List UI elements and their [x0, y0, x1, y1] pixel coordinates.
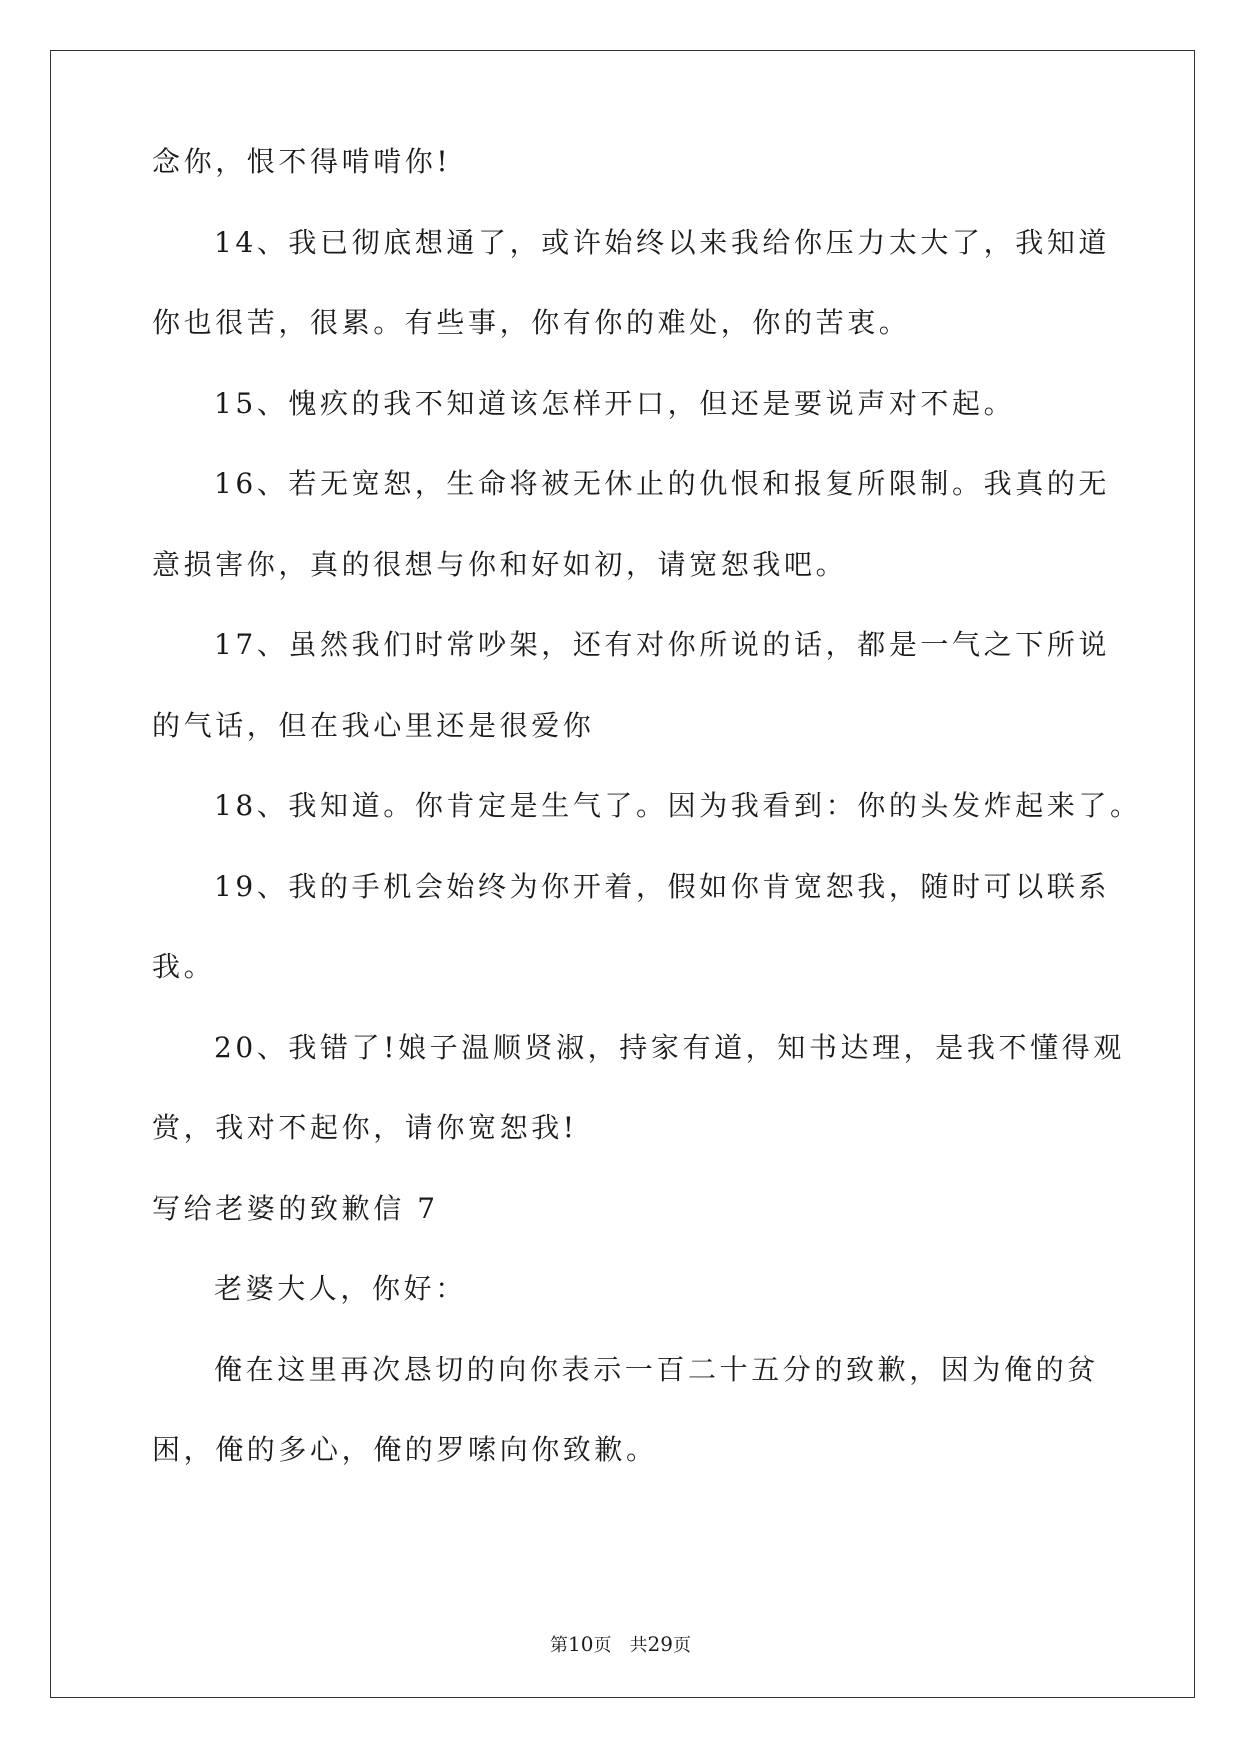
text-line-16: 俺在这里再次恳切的向你表示一百二十五分的致歉，因为俺的贫 — [214, 1353, 1099, 1386]
text-line-12: 20、我错了!娘子温顺贤淑，持家有道，知书达理，是我不懂得观 — [214, 1031, 1125, 1064]
text-line-17: 困，俺的多心，俺的罗嗦向你致歉。 — [152, 1433, 658, 1466]
text-line-4: 15、愧疚的我不知道该怎样开口，但还是要说声对不起。 — [214, 387, 1016, 420]
text-line-1: 念你，恨不得啃啃你! — [152, 145, 452, 178]
total-prefix: 共 — [629, 1635, 648, 1656]
text-line-15: 老婆大人，你好： — [214, 1272, 467, 1305]
text-line-8: 的气话，但在我心里还是很爱你 — [152, 709, 595, 742]
text-line-5: 16、若无宽恕，生命将被无休止的仇恨和报复所限制。我真的无 — [214, 467, 1111, 500]
text-line-6: 意损害你，真的很想与你和好如初，请宽恕我吧。 — [152, 548, 848, 581]
section-heading: 写给老婆的致歉信 7 — [152, 1192, 439, 1225]
text-line-9: 18、我知道。你肯定是生气了。因为我看到：你的头发炸起来了。 — [214, 789, 1142, 822]
text-line-7: 17、虽然我们时常吵架，还有对你所说的话，都是一气之下所说 — [214, 628, 1111, 661]
page-footer — [0, 1632, 1241, 1658]
total-suffix: 页 — [672, 1635, 691, 1656]
text-line-2: 14、我已彻底想通了，或许始终以来我给你压力太大了，我知道 — [214, 226, 1111, 259]
page-suffix: 页 — [593, 1635, 612, 1656]
text-line-10: 19、我的手机会始终为你开着，假如你肯宽恕我，随时可以联系 — [214, 870, 1111, 903]
text-line-11: 我。 — [152, 950, 216, 983]
page-prefix: 第 — [550, 1635, 569, 1656]
page-current: 10 — [568, 1632, 594, 1656]
text-line-3: 你也很苦，很累。有些事，你有你的难处，你的苦衷。 — [152, 306, 911, 339]
page-total: 29 — [647, 1632, 673, 1656]
text-line-13: 赏，我对不起你，请你宽恕我! — [152, 1111, 578, 1144]
